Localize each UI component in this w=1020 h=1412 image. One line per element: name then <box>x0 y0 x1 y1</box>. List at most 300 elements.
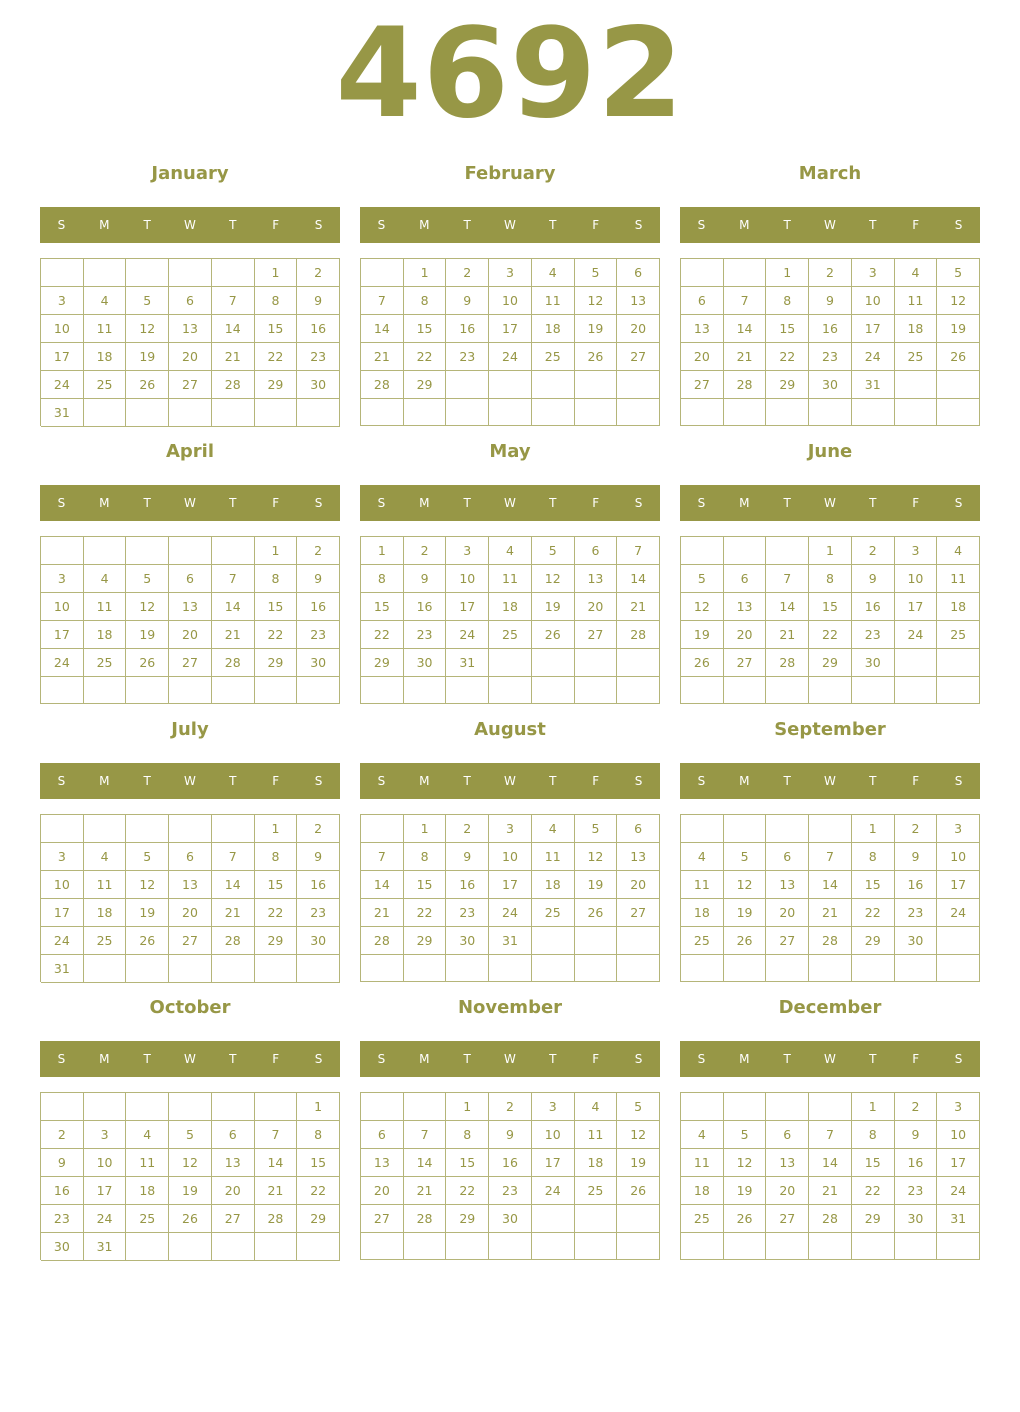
day-cell: 14 <box>212 593 255 621</box>
weekday-label: M <box>99 1052 110 1066</box>
day-cell: 26 <box>575 899 618 927</box>
day-cell: 5 <box>724 843 767 871</box>
weekday-label: T <box>869 496 877 510</box>
weekday-header <box>40 763 340 799</box>
day-cell: 6 <box>724 565 767 593</box>
day-cell: 27 <box>617 343 660 371</box>
weekday-label: M <box>739 1052 750 1066</box>
day-cell: 18 <box>84 899 127 927</box>
day-cell: 14 <box>724 315 767 343</box>
weekday-label: W <box>504 1052 516 1066</box>
day-cell: 16 <box>446 315 489 343</box>
day-cell: 25 <box>532 899 575 927</box>
day-cell: 20 <box>361 1177 404 1205</box>
weekday-label: W <box>824 496 836 510</box>
day-cell: 17 <box>446 593 489 621</box>
day-cell <box>489 677 532 704</box>
weekday-label: S <box>954 774 963 788</box>
day-cell: 28 <box>617 621 660 649</box>
day-cell: 8 <box>361 565 404 593</box>
day-cell: 6 <box>617 259 660 287</box>
day-cell: 2 <box>297 537 340 565</box>
day-cell <box>532 399 575 426</box>
day-cell: 10 <box>532 1121 575 1149</box>
day-cell: 4 <box>895 259 938 287</box>
weekday-label: S <box>314 774 323 788</box>
day-cell: 30 <box>297 649 340 677</box>
day-cell: 2 <box>809 259 852 287</box>
day-cell: 6 <box>681 287 724 315</box>
day-cell: 2 <box>489 1093 532 1121</box>
day-cell <box>126 1233 169 1261</box>
day-cell: 6 <box>766 1121 809 1149</box>
day-cell <box>212 955 255 983</box>
day-cell: 31 <box>41 399 84 427</box>
day-cell: 17 <box>489 871 532 899</box>
day-cell: 13 <box>169 593 212 621</box>
day-cell: 31 <box>41 955 84 983</box>
day-cell <box>212 815 255 843</box>
day-cell: 29 <box>766 371 809 399</box>
day-cell <box>41 677 84 704</box>
day-cell <box>84 399 127 427</box>
day-cell <box>937 649 980 677</box>
day-cell <box>489 1233 532 1260</box>
day-cell: 14 <box>255 1149 298 1177</box>
day-cell <box>681 537 724 565</box>
weekday-label: W <box>824 218 836 232</box>
day-cell <box>895 1233 938 1260</box>
weekday-label: T <box>783 1052 791 1066</box>
day-cell: 22 <box>404 899 447 927</box>
day-cell <box>489 399 532 426</box>
day-cell: 1 <box>255 815 298 843</box>
weekday-label: T <box>549 496 557 510</box>
day-cell: 26 <box>169 1205 212 1233</box>
day-cell: 6 <box>169 287 212 315</box>
day-cell <box>575 1233 618 1260</box>
day-cell <box>617 399 660 426</box>
day-cell: 31 <box>937 1205 980 1233</box>
day-cell: 28 <box>361 927 404 955</box>
day-cell: 26 <box>681 649 724 677</box>
weekday-label: T <box>229 496 237 510</box>
day-cell: 24 <box>41 927 84 955</box>
weekday-label: T <box>549 1052 557 1066</box>
day-cell <box>895 677 938 704</box>
day-cell: 23 <box>852 621 895 649</box>
day-cell <box>361 259 404 287</box>
day-cell <box>84 537 127 565</box>
day-cell <box>255 955 298 983</box>
weekday-label: W <box>504 218 516 232</box>
weekday-header <box>680 485 980 521</box>
day-cell: 15 <box>852 871 895 899</box>
weekday-label: W <box>184 218 196 232</box>
day-cell: 5 <box>937 259 980 287</box>
day-cell: 3 <box>41 287 84 315</box>
day-cell <box>446 955 489 982</box>
day-grid <box>360 258 660 426</box>
month-name: November <box>457 997 563 1018</box>
day-cell: 27 <box>361 1205 404 1233</box>
day-cell: 19 <box>169 1177 212 1205</box>
day-cell <box>212 1233 255 1261</box>
day-cell <box>852 955 895 982</box>
day-cell: 24 <box>446 621 489 649</box>
day-cell: 7 <box>212 287 255 315</box>
weekday-label: F <box>912 218 920 232</box>
weekday-label: W <box>824 774 836 788</box>
day-cell: 23 <box>895 1177 938 1205</box>
day-cell: 11 <box>84 315 127 343</box>
day-cell: 3 <box>852 259 895 287</box>
day-cell: 7 <box>212 565 255 593</box>
day-cell <box>297 677 340 704</box>
day-cell: 19 <box>617 1149 660 1177</box>
day-cell: 27 <box>617 899 660 927</box>
day-cell: 17 <box>84 1177 127 1205</box>
day-cell: 5 <box>724 1121 767 1149</box>
day-cell <box>212 677 255 704</box>
day-cell <box>212 259 255 287</box>
day-cell: 18 <box>84 621 127 649</box>
day-cell: 1 <box>766 259 809 287</box>
day-cell <box>809 1093 852 1121</box>
day-cell: 18 <box>681 1177 724 1205</box>
day-cell: 6 <box>766 843 809 871</box>
day-cell: 14 <box>617 565 660 593</box>
day-cell: 8 <box>446 1121 489 1149</box>
day-cell <box>575 399 618 426</box>
day-cell: 10 <box>84 1149 127 1177</box>
day-cell: 29 <box>361 649 404 677</box>
weekday-label: W <box>184 774 196 788</box>
day-cell: 1 <box>255 259 298 287</box>
day-cell: 3 <box>489 259 532 287</box>
day-cell <box>937 677 980 704</box>
day-cell <box>41 1093 84 1121</box>
day-cell: 18 <box>532 315 575 343</box>
day-cell <box>41 537 84 565</box>
day-cell: 28 <box>404 1205 447 1233</box>
weekday-label: S <box>697 218 706 232</box>
day-cell: 12 <box>937 287 980 315</box>
weekday-label: S <box>697 496 706 510</box>
day-cell: 31 <box>852 371 895 399</box>
day-cell: 30 <box>809 371 852 399</box>
day-cell <box>255 1233 298 1261</box>
day-cell: 25 <box>681 1205 724 1233</box>
day-cell: 20 <box>575 593 618 621</box>
day-cell: 10 <box>41 315 84 343</box>
day-cell: 21 <box>809 899 852 927</box>
weekday-label: S <box>377 774 386 788</box>
weekday-header <box>40 207 340 243</box>
day-cell: 17 <box>852 315 895 343</box>
day-cell: 14 <box>809 871 852 899</box>
day-cell: 21 <box>255 1177 298 1205</box>
day-cell: 13 <box>169 315 212 343</box>
day-cell <box>212 537 255 565</box>
day-cell: 19 <box>575 315 618 343</box>
day-cell: 14 <box>361 871 404 899</box>
day-cell: 10 <box>41 871 84 899</box>
day-cell: 4 <box>681 1121 724 1149</box>
day-cell: 10 <box>937 1121 980 1149</box>
day-cell: 20 <box>617 871 660 899</box>
day-cell: 27 <box>766 1205 809 1233</box>
day-cell <box>212 1093 255 1121</box>
day-cell: 13 <box>766 1149 809 1177</box>
day-cell <box>617 1205 660 1233</box>
day-cell <box>724 677 767 704</box>
weekday-label: F <box>272 774 280 788</box>
day-cell: 4 <box>84 565 127 593</box>
weekday-label: F <box>272 496 280 510</box>
weekday-header <box>360 763 660 799</box>
day-cell: 23 <box>446 343 489 371</box>
day-cell: 18 <box>681 899 724 927</box>
day-cell: 26 <box>575 343 618 371</box>
weekday-label: F <box>592 774 600 788</box>
day-cell <box>724 399 767 426</box>
weekday-label: F <box>272 1052 280 1066</box>
day-cell: 28 <box>212 649 255 677</box>
day-cell: 19 <box>575 871 618 899</box>
day-cell: 27 <box>169 649 212 677</box>
day-cell <box>361 815 404 843</box>
day-cell: 24 <box>489 899 532 927</box>
day-cell: 23 <box>404 621 447 649</box>
day-cell: 21 <box>212 343 255 371</box>
day-cell <box>766 955 809 982</box>
day-cell <box>617 1233 660 1260</box>
day-cell: 18 <box>126 1177 169 1205</box>
day-cell <box>361 1233 404 1260</box>
day-cell: 7 <box>809 1121 852 1149</box>
day-cell <box>681 1233 724 1260</box>
day-cell: 21 <box>724 343 767 371</box>
weekday-label: W <box>504 774 516 788</box>
day-cell <box>766 1093 809 1121</box>
day-cell: 5 <box>126 843 169 871</box>
day-cell: 29 <box>255 927 298 955</box>
day-cell <box>809 955 852 982</box>
day-cell: 28 <box>361 371 404 399</box>
day-grid <box>360 536 660 704</box>
day-cell: 29 <box>852 1205 895 1233</box>
day-cell: 27 <box>766 927 809 955</box>
weekday-label: M <box>99 496 110 510</box>
day-cell <box>617 927 660 955</box>
day-cell: 8 <box>255 287 298 315</box>
day-cell <box>575 371 618 399</box>
day-cell <box>404 399 447 426</box>
day-cell: 12 <box>617 1121 660 1149</box>
day-cell: 14 <box>809 1149 852 1177</box>
day-cell: 8 <box>404 843 447 871</box>
day-cell: 11 <box>532 843 575 871</box>
weekday-header <box>40 485 340 521</box>
day-cell: 11 <box>126 1149 169 1177</box>
day-cell: 10 <box>41 593 84 621</box>
month-name: February <box>464 163 556 184</box>
day-cell: 22 <box>297 1177 340 1205</box>
day-cell: 14 <box>361 315 404 343</box>
day-cell: 9 <box>446 843 489 871</box>
weekday-label: S <box>954 1052 963 1066</box>
day-cell <box>724 815 767 843</box>
day-cell: 1 <box>852 1093 895 1121</box>
day-cell <box>766 1233 809 1260</box>
day-cell: 11 <box>84 871 127 899</box>
day-cell: 12 <box>724 1149 767 1177</box>
day-cell: 17 <box>41 343 84 371</box>
weekday-label: T <box>869 774 877 788</box>
day-cell: 30 <box>404 649 447 677</box>
day-cell <box>169 955 212 983</box>
day-cell: 4 <box>681 843 724 871</box>
day-cell <box>297 1233 340 1261</box>
weekday-label: S <box>57 774 66 788</box>
day-cell: 31 <box>84 1233 127 1261</box>
day-cell: 21 <box>404 1177 447 1205</box>
day-cell <box>532 371 575 399</box>
weekday-label: S <box>57 218 66 232</box>
day-cell: 4 <box>532 815 575 843</box>
day-cell: 28 <box>766 649 809 677</box>
day-cell: 28 <box>724 371 767 399</box>
day-cell <box>575 927 618 955</box>
day-cell: 19 <box>681 621 724 649</box>
weekday-label: S <box>634 1052 643 1066</box>
weekday-label: W <box>824 1052 836 1066</box>
day-grid <box>680 258 980 426</box>
weekday-label: T <box>783 218 791 232</box>
day-cell: 3 <box>84 1121 127 1149</box>
day-cell: 22 <box>446 1177 489 1205</box>
day-cell <box>852 677 895 704</box>
day-cell: 18 <box>937 593 980 621</box>
day-cell: 20 <box>169 899 212 927</box>
day-cell: 19 <box>724 899 767 927</box>
weekday-label: F <box>272 218 280 232</box>
day-cell: 22 <box>361 621 404 649</box>
day-cell: 25 <box>681 927 724 955</box>
day-cell <box>41 259 84 287</box>
day-cell: 9 <box>489 1121 532 1149</box>
day-cell: 25 <box>532 343 575 371</box>
day-cell: 16 <box>297 593 340 621</box>
weekday-label: F <box>912 774 920 788</box>
day-cell: 16 <box>895 1149 938 1177</box>
weekday-label: T <box>229 1052 237 1066</box>
day-cell <box>937 399 980 426</box>
weekday-label: F <box>592 496 600 510</box>
day-cell: 3 <box>489 815 532 843</box>
weekday-label: T <box>143 218 151 232</box>
weekday-label: S <box>634 218 643 232</box>
day-cell: 30 <box>446 927 489 955</box>
day-cell: 10 <box>446 565 489 593</box>
month-name: September <box>774 719 886 740</box>
day-cell: 7 <box>361 287 404 315</box>
day-cell <box>937 955 980 982</box>
day-cell: 2 <box>852 537 895 565</box>
day-cell: 12 <box>126 593 169 621</box>
day-cell <box>724 537 767 565</box>
day-cell: 18 <box>532 871 575 899</box>
day-cell <box>84 259 127 287</box>
day-cell <box>255 399 298 427</box>
day-cell <box>681 677 724 704</box>
day-cell: 15 <box>255 871 298 899</box>
weekday-label: M <box>739 218 750 232</box>
day-cell: 24 <box>895 621 938 649</box>
day-cell <box>297 399 340 427</box>
day-cell: 16 <box>41 1177 84 1205</box>
day-cell: 23 <box>446 899 489 927</box>
day-cell: 9 <box>895 1121 938 1149</box>
day-cell <box>895 955 938 982</box>
day-cell: 11 <box>937 565 980 593</box>
day-cell: 8 <box>297 1121 340 1149</box>
day-cell: 26 <box>126 649 169 677</box>
weekday-label: T <box>549 218 557 232</box>
day-cell <box>126 1093 169 1121</box>
day-cell: 20 <box>766 1177 809 1205</box>
day-cell: 12 <box>169 1149 212 1177</box>
day-cell: 9 <box>297 843 340 871</box>
day-cell <box>361 955 404 982</box>
day-cell: 5 <box>126 565 169 593</box>
day-grid <box>680 1092 980 1260</box>
day-cell: 12 <box>575 843 618 871</box>
weekday-label: F <box>912 1052 920 1066</box>
day-cell <box>724 1093 767 1121</box>
day-cell: 25 <box>84 371 127 399</box>
day-cell <box>532 649 575 677</box>
day-cell: 5 <box>575 815 618 843</box>
weekday-label: S <box>57 1052 66 1066</box>
day-cell: 24 <box>937 899 980 927</box>
day-cell <box>532 1233 575 1260</box>
weekday-label: W <box>184 1052 196 1066</box>
day-cell: 25 <box>575 1177 618 1205</box>
weekday-label: M <box>99 774 110 788</box>
weekday-header <box>360 485 660 521</box>
day-cell: 3 <box>41 843 84 871</box>
weekday-label: M <box>419 218 430 232</box>
day-cell: 22 <box>404 343 447 371</box>
day-cell: 21 <box>617 593 660 621</box>
day-cell: 8 <box>404 287 447 315</box>
day-cell: 16 <box>809 315 852 343</box>
day-cell <box>617 649 660 677</box>
day-cell <box>297 955 340 983</box>
day-cell: 20 <box>681 343 724 371</box>
day-cell: 13 <box>681 315 724 343</box>
weekday-label: T <box>229 774 237 788</box>
day-cell: 6 <box>169 565 212 593</box>
weekday-label: F <box>592 1052 600 1066</box>
day-cell: 25 <box>84 649 127 677</box>
day-cell: 21 <box>212 621 255 649</box>
day-cell: 5 <box>575 259 618 287</box>
day-cell: 19 <box>532 593 575 621</box>
day-cell: 9 <box>446 287 489 315</box>
